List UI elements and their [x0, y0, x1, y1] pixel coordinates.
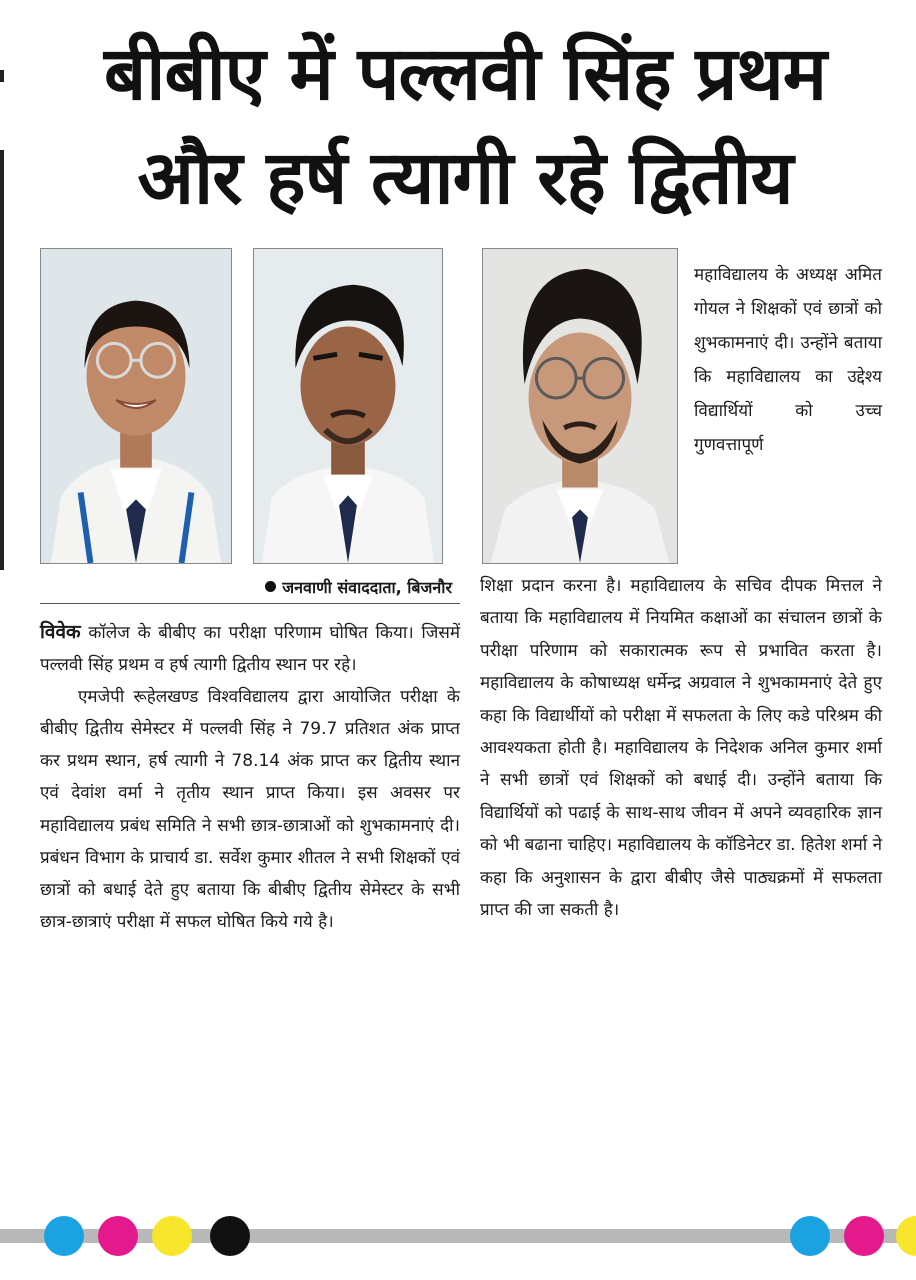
article-paragraph: महाविद्यालय के अध्यक्ष अमित गोयल ने शिक्षकों एवं छात्रों को शुभकामनाएं दी। उन्होंने बताया कि महाविद्यालय का उद्देश्य विद्यार्थियों को उच्च गुणवत्तापूर्ण — [694, 265, 882, 455]
registration-dot-yellow — [152, 1216, 192, 1256]
article-column-left — [40, 616, 460, 938]
article-paragraph: एमजेपी रूहेलखण्ड विश्वविद्यालय द्वारा आयोजित परीक्षा के बीबीए द्वितीय सेमेस्टर में पल्लवी सिंह ने 79.7 प्रतिशत अंक प्राप्त कर प्रथम स्थान, हर्ष त्यागी ने 78.14 अंक प्राप्त कर द्वितीय स्थान एवं देवांश वर्मा ने तृतीय स्थान प्राप्त किया। इस अवसर पर महाविद्यालय प्रबंध समिति ने सभी छात्र-छात्राओं को शुभकामनाएं दी। प्रबंधन विभाग के प्राचार्य डा. सर्वेश कुमार शीतल ने सभी शिक्षकों एवं छात्रों को बधाई देते हुए बताया कि बीबीए द्वितीय सेमेस्टर के सभी छात्र-छात्राएं परीक्षा में सफल घोषित किये गये है। — [40, 687, 460, 932]
registration-dot-yellow — [896, 1216, 916, 1256]
bullet-icon — [265, 581, 276, 592]
credit-text: जनवाणी संवाददाता, बिजनौर — [282, 578, 452, 597]
article-paragraph — [40, 616, 460, 681]
student-photo-male-2 — [482, 248, 678, 564]
byline-credit — [166, 576, 452, 598]
column-divider — [40, 603, 460, 604]
article-paragraph: शिक्षा प्रदान करना है। महाविद्यालय के सचिव दीपक मित्तल ने बताया कि महाविद्यालय में नियमित कक्षाओं का संचालन छात्रों के परीक्षा परिणाम को सकारात्मक रूप से प्रभावित करता है। महाविद्यालय के कोषाध्यक्ष धर्मेन्द्र अग्रवाल ने शुभकामनाएं देते हुए कहा कि विद्यार्थीयों को परीक्षा में सफलता के लिए कडे परिश्रम की आवश्यकता होती है। महाविद्यालय के निदेशक अनिल कुमार शर्मा ने सभी छात्रों एवं शिक्षकों को बधाई दी। उन्होंने बताया कि विद्यार्थियों को पढाई के साथ-साथ जीवन में अपने व्यवहारिक ज्ञान को भी बढाना चाहिए। महाविद्यालय के कॉडिनेटर डा. हितेश शर्मा ने कहा कि अनुशासन के द्वारा बीबीए जैसे पाठ्यक्रमों में सफलता प्राप्त की जा सकती है। — [480, 576, 882, 921]
article-lead-text: कॉलेज के बीबीए का परीक्षा परिणाम घोषित किया। जिसमें पल्लवी सिंह प्रथम व हर्ष त्यागी द्वितीय स्थान पर रहे। — [40, 623, 460, 676]
registration-dot-cyan — [790, 1216, 830, 1256]
article-column-right-top — [694, 258, 882, 462]
student-photo-female — [40, 248, 232, 564]
registration-dot-black — [210, 1216, 250, 1256]
registration-dot-magenta — [98, 1216, 138, 1256]
student-photo-male-1 — [253, 248, 443, 564]
registration-dot-cyan — [44, 1216, 84, 1256]
dateline: विवेक — [40, 621, 81, 643]
registration-dot-magenta — [844, 1216, 884, 1256]
headline-line-2: और हर्ष त्यागी रहे द्वितीय — [137, 135, 793, 221]
left-edge-rule — [0, 150, 4, 570]
article-column-right — [480, 570, 882, 926]
headline-line-1: बीबीए में पल्लवी सिंह प्रथम — [103, 31, 827, 117]
left-edge-rule — [0, 70, 4, 82]
